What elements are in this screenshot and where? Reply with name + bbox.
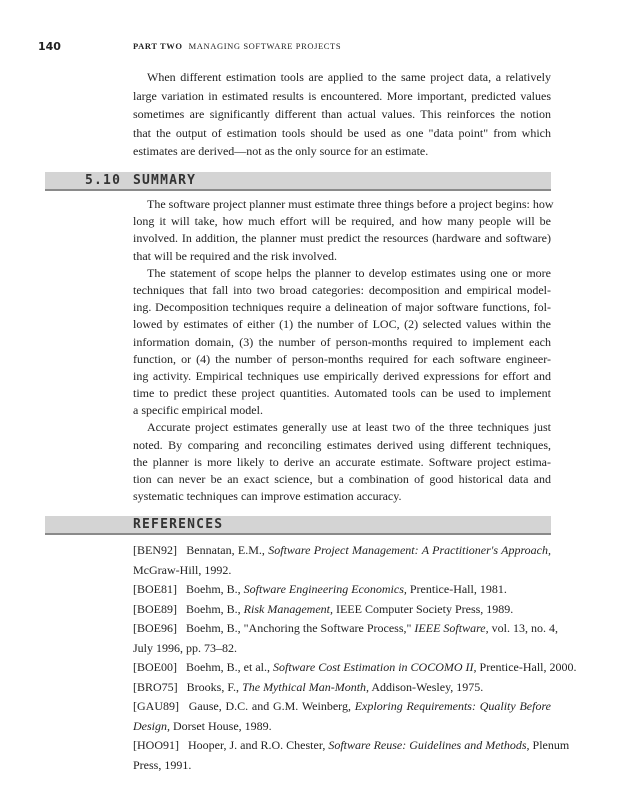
text-line: When different estimation tools are applied to the same project data, a relatively: [147, 70, 551, 84]
text-line: function, or (4) the number of person-months required for each software engineer-: [133, 351, 551, 366]
reference-text: Press, 1991.: [133, 757, 192, 772]
part-title: [133, 41, 341, 51]
reference-text: vol. 13, no. 4,: [488, 621, 558, 635]
text-line: The software project planner must estimate three things before a project begins: how: [147, 197, 554, 211]
references-list: [133, 541, 577, 775]
text-line: Accurate project estimates generally use at least two of the three techniques just: [147, 420, 551, 435]
references-title: REFERENCES: [133, 517, 224, 532]
reference-title: Software Project Management: A Practitioner's Approach,: [268, 543, 551, 557]
text-line: a specific empirical model.: [133, 403, 263, 418]
text-line: The statement of scope helps the planner to develop estimates using one or more: [147, 265, 551, 280]
reference-line: [133, 678, 551, 698]
reference-text: July 1996, pp. 73–82.: [133, 640, 238, 655]
text-line: involved. In addition, the planner must predict the resources (hardware and software): [133, 231, 551, 246]
reference-text: [BOE00] Boehm, B., et al.,: [133, 660, 273, 674]
reference-line: [133, 658, 577, 678]
reference-text: McGraw-Hill, 1992.: [133, 562, 232, 577]
intro-paragraph: [133, 68, 551, 161]
reference-title: Software Cost Estimation in COCOMO II,: [272, 660, 477, 674]
reference-text: [BOE81] Boehm, B.,: [133, 582, 244, 596]
reference-text: Prentice-Hall, 1981.: [406, 582, 507, 596]
reference-text: Plenum: [529, 738, 570, 752]
reference-title: Design,: [133, 718, 170, 733]
reference-line: [133, 561, 551, 581]
page-number: 140: [38, 40, 61, 53]
reference-text: Dorset House, 1989.: [170, 718, 272, 733]
text-line: tion can never be an exact science, but a combination of good historical data and: [133, 472, 551, 486]
section-number: 5.10: [85, 173, 122, 188]
reference-title: Risk Management,: [243, 601, 333, 616]
text-line: techniques that fall into two broad categories: decomposition and empirical model-: [133, 282, 551, 297]
running-header: [0, 40, 637, 54]
reference-line: [133, 736, 570, 756]
reference-title: IEEE Software,: [414, 621, 489, 635]
reference-text: [HOO91] Hooper, J. and R.O. Chester,: [133, 738, 329, 752]
text-line: information domain, (3) the number of person-months required to implement each: [133, 334, 551, 349]
text-line: that will be required and the risk involved.: [133, 248, 337, 263]
reference-text: [BRO75] Brooks, F.,: [133, 679, 243, 694]
reference-title: The Mythical Man-Month,: [242, 679, 370, 694]
reference-text: IEEE Computer Society Press, 1989.: [332, 601, 514, 616]
reference-text: [BOE89] Boehm, B.,: [133, 601, 244, 616]
text-line: sometimes are significantly different than actual values. This reinforces the notion: [133, 107, 551, 122]
reference-text: Prentice-Hall, 2000.: [476, 660, 577, 674]
text-line: noted. By comparing and reconciling estimates derived using different techniques,: [133, 437, 551, 452]
chapter-label: MANAGING SOFTWARE PROJECTS: [188, 41, 342, 51]
reference-title: Software Engineering Economics,: [243, 582, 407, 596]
text-line: large variation in estimated results is encountered. More important, predicted values: [133, 88, 551, 103]
text-line: systematic techniques can improve estimation accuracy.: [133, 489, 402, 504]
text-line: the planner is more likely to derive an accurate estimate. Software project estima-: [133, 454, 551, 469]
reference-text: [BEN92] Bennatan, E.M.,: [133, 543, 269, 557]
section-heading-summary: [45, 172, 551, 191]
section-heading-references: [45, 516, 551, 535]
reference-line: [133, 600, 551, 620]
reference-title: Exploring Requirements: Quality Before: [354, 699, 552, 713]
reference-text: [GAU89] Gause, D.C. and G.M. Weinberg,: [133, 699, 355, 713]
reference-line: [133, 541, 551, 561]
reference-line: [133, 580, 551, 600]
part-label: PART TWO: [133, 41, 183, 51]
reference-text: [BOE96] Boehm, B., "Anchoring the Software Process,": [133, 621, 415, 635]
reference-line: [133, 639, 551, 659]
text-line: that the output of estimation tools should be used as one "data point" from which: [133, 125, 551, 140]
summary-body: [133, 196, 554, 505]
reference-line: [133, 697, 551, 717]
section-title: SUMMARY: [133, 173, 197, 188]
reference-line: [133, 717, 551, 737]
text-line: long it will take, how much effort will be required, and how many people will be: [133, 214, 551, 229]
text-line: ing. Decomposition techniques require a delineation of major software functions, fol-: [133, 300, 551, 315]
reference-line: [133, 756, 551, 776]
text-line: ing activity. Empirical techniques use empirically derived expressions for effort and: [133, 368, 551, 383]
reference-text: Addison-Wesley, 1975.: [369, 679, 484, 694]
reference-line: [133, 619, 558, 639]
text-line: estimates are derived—not as the only source for an estimate.: [133, 144, 429, 159]
text-line: lowed by estimates of either (1) the number of LOC, (2) selected values within the: [133, 317, 551, 332]
text-line: time to predict these project quantities. Automated tools can be used to implement: [133, 386, 551, 401]
reference-title: Software Reuse: Guidelines and Methods,: [328, 738, 530, 752]
